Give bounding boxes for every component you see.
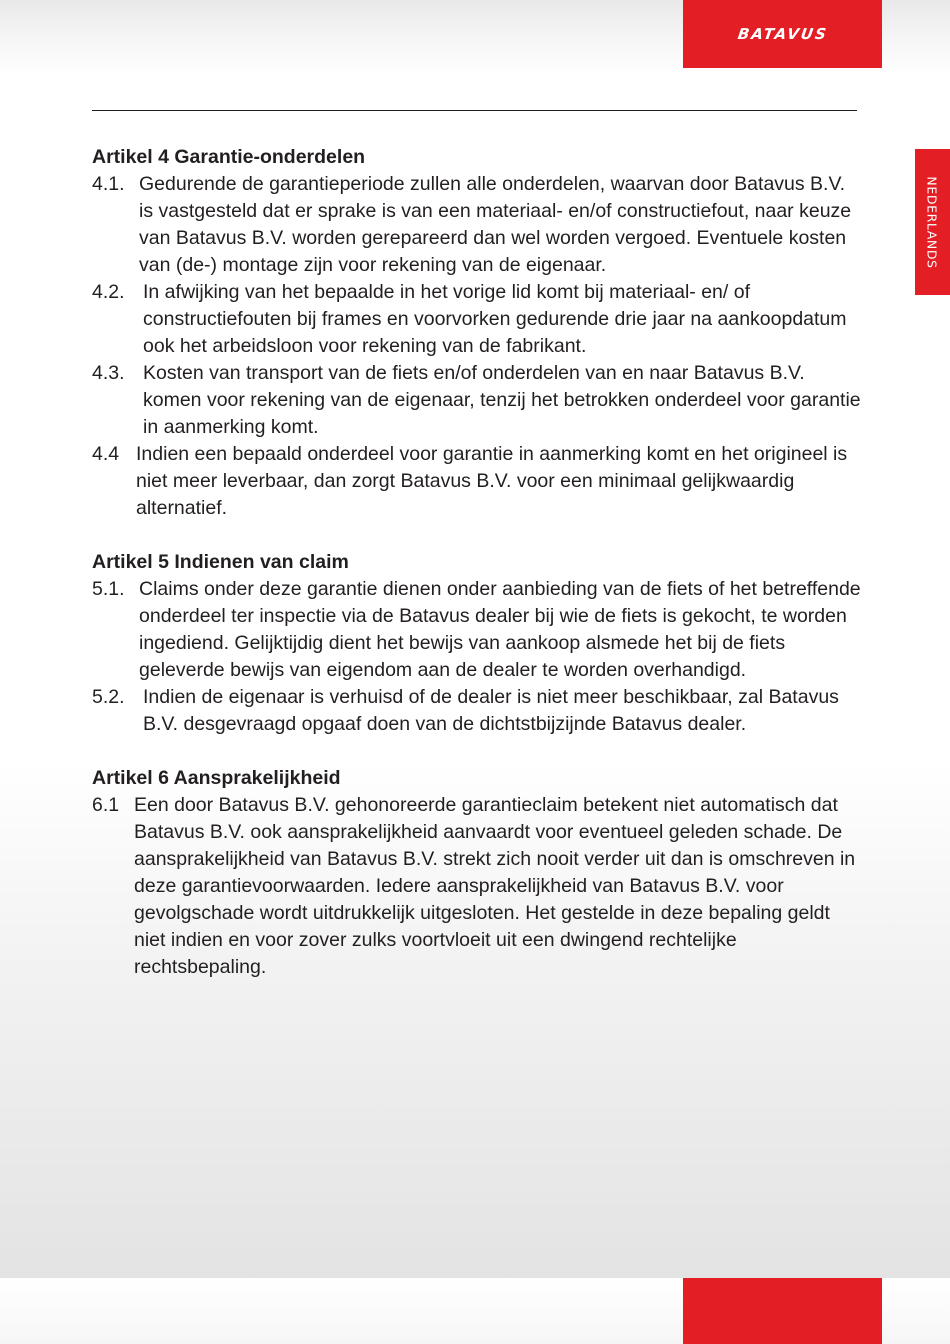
list-item	[92, 576, 862, 684]
item-number: 5.1.	[92, 578, 125, 600]
item-text: Kosten van transport van de fiets en/of onderdelen van en naar Batavus B.V. komen voor rekening van de eigenaar, tenzij het betrokken onderdeel voor garantie in aanmerking komt.	[143, 362, 861, 438]
language-tab	[915, 149, 950, 295]
brand-logo	[683, 0, 882, 68]
header-divider	[92, 110, 857, 111]
footer-brand-block	[683, 1278, 882, 1344]
item-text: Indien een bepaald onderdeel voor garantie in aanmerking komt en het origineel is niet meer leverbaar, dan zorgt Batavus B.V. voor een minimaal gelijkwaardig alternatief.	[136, 443, 848, 519]
item-text: In afwijking van het bepaalde in het vorige lid komt bij materiaal- en/ of constructiefouten bij frames en voorvorken gedurende drie jaar na aankoopdatum ook het arbeidsloon voor rekening van de fabrikant.	[143, 281, 847, 357]
article-4	[92, 144, 862, 522]
item-text: Claims onder deze garantie dienen onder aanbieding van de fiets of het betreffende onderdeel ter inspectie via de Batavus dealer bij wie de fiets is gekocht, te worden ingediend. Gelijktijdig dient het bewijs van aankoop alsmede het bij de fiets geleverde bewijs van eigendom aan de dealer te worden overhandigd.	[139, 578, 861, 681]
list-item	[92, 279, 862, 360]
article-5	[92, 549, 862, 738]
item-text: Indien de eigenaar is verhuisd of de dealer is niet meer beschikbaar, zal Batavus B.V. desgevraagd opgaaf doen van de dichtstbijzijnde Batavus dealer.	[143, 686, 839, 735]
item-number: 4.1.	[92, 173, 125, 195]
brand-logo-text: BATAVUS	[736, 25, 829, 43]
list-item	[92, 441, 862, 522]
section-spacer	[92, 522, 862, 549]
list-item	[92, 792, 862, 981]
article-heading: Artikel 4 Garantie-onderdelen	[92, 146, 366, 168]
list-item	[92, 360, 862, 441]
article-6	[92, 765, 862, 981]
document-body	[92, 144, 862, 981]
item-text: Gedurende de garantieperiode zullen alle onderdelen, waarvan door Batavus B.V. is vastgesteld dat er sprake is van een materiaal- en/of constructiefout, naar keuze van Batavus B.V. worden gerepareerd dan wel worden vergoed. Eventuele kosten van (de-) montage zijn voor rekening van de eigenaar.	[139, 173, 852, 276]
article-heading: Artikel 5 Indienen van claim	[92, 551, 349, 573]
section-spacer	[92, 738, 862, 765]
list-item	[92, 684, 862, 738]
language-tab-label: NEDERLANDS	[925, 175, 941, 269]
item-number: 4.4	[92, 443, 120, 465]
item-number: 5.2.	[92, 686, 125, 708]
item-number: 4.2.	[92, 281, 125, 303]
list-item	[92, 171, 862, 279]
item-number: 4.3.	[92, 362, 125, 384]
article-heading: Artikel 6 Aansprakelijkheid	[92, 767, 341, 789]
item-text: Een door Batavus B.V. gehonoreerde garantieclaim betekent niet automatisch dat Batavus B.V. ook aansprakelijkheid aanvaardt voor eventueel geleden schade. De aansprakelijkheid van Batavus B.V. strekt zich nooit verder uit dan is omschreven in deze garantievoorwaarden. Iedere aansprakelijkheid van Batavus B.V. voor gevolgschade wordt uitdrukkelijk uitgesloten. Het gestelde in deze bepaling geldt niet indien en voor zover zulks voortvloeit uit een dwingend rechtelijke rechtsbepaling.	[134, 794, 856, 978]
item-number: 6.1	[92, 794, 120, 816]
